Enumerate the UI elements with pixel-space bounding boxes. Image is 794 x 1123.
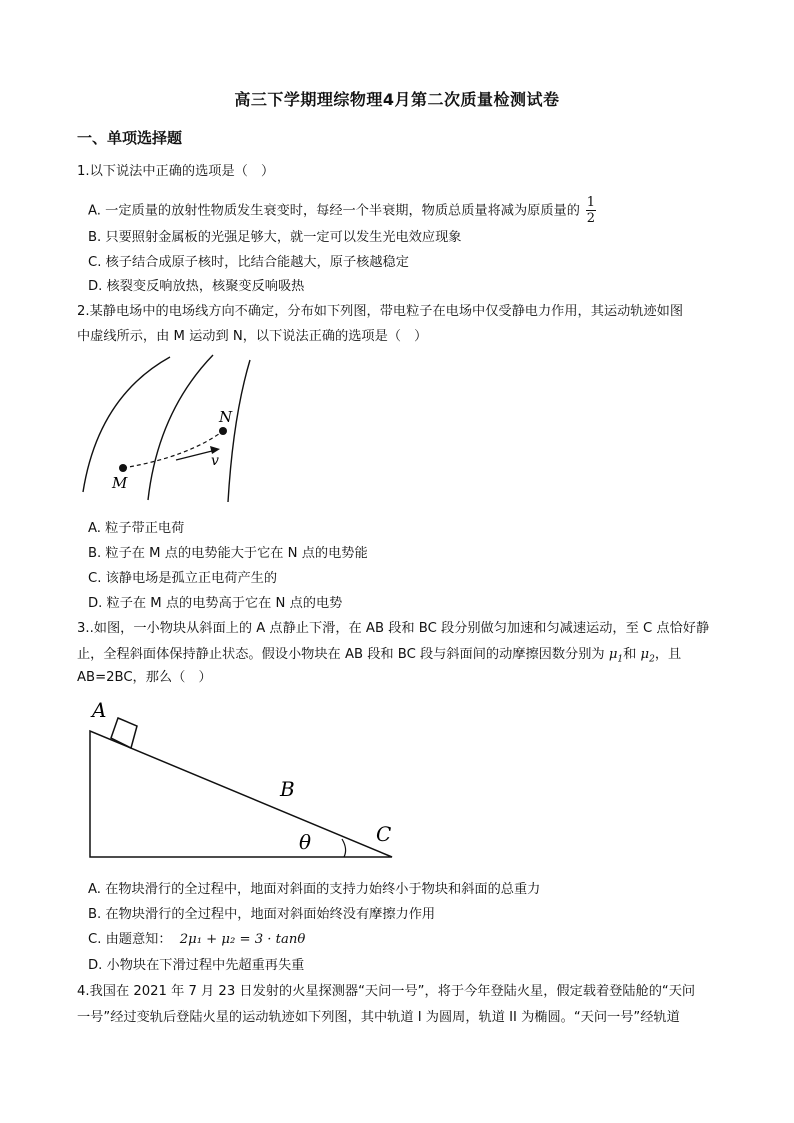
q3-stem-line3: AB=2BC，那么（ ） [77,670,212,685]
label-a: A [92,698,107,722]
label-theta: θ [299,830,312,854]
mu1-symbol: $\mu_1$ [608,647,624,665]
trajectory-dashed [123,431,223,468]
q2-option-b: B. 粒子在 M 点的电势能大于它在 N 点的电势能 [88,546,368,561]
label-n: N [219,408,233,426]
q3-stem-line1: 3..如图，一小物块从斜面上的 A 点静止下滑，在 AB 段和 BC 段分别做匀加速和匀减速运动，至 C 点恰好静 [77,621,710,636]
q3-stem-line2-end: ，且 [654,647,682,662]
q3-option-a: A. 在物块滑行的全过程中，地面对斜面的支持力始终小于物块和斜面的总重力 [88,882,541,897]
label-m: M [112,474,128,492]
point-m [119,464,127,472]
field-line-3 [228,360,250,502]
q3-formula: 2μ₁ + μ₂ = 3 · tanθ [179,932,306,947]
q4-stem-line2: 一号”经过变轨后登陆火星的运动轨迹如下列图，其中轨道 I 为圆周，轨道 II 为椭圆。“天问一号”经轨道 [77,1010,680,1025]
q1-frac-num: 1 [586,195,596,210]
q1-option-d: D. 核裂变反响放热，核聚变反响吸热 [88,279,305,294]
q1-stem: 1.以下说法中正确的选项是（ ） [77,164,275,179]
q1-fraction [586,196,596,225]
q3-incline-figure [80,693,410,863]
q3-option-d: D. 小物块在下滑过程中先超重再失重 [88,958,305,973]
q1-option-a [88,196,596,225]
q1-frac-den: 2 [586,211,596,226]
q2-stem-line1: 2.某静电场中的电场线方向不确定，分布如下列图，带电粒子在电场中仅受静电力作用，其运动轨迹如图 [77,304,684,319]
q2-stem-line2: 中虚线所示，由 M 运动到 N，以下说法正确的选项是（ ） [77,329,428,344]
q3-stem-line2 [77,645,681,670]
q3-option-c [88,930,305,950]
q3-option-c-text: C. 由题意知： [88,932,172,947]
q1-option-a-text: A. 一定质量的放射性物质发生衰变时，每经一个半衰期，物质总质量将减为原质量的 [88,203,580,219]
point-n [219,427,227,435]
incline-triangle [90,731,392,857]
block [111,718,137,748]
section-title: 一、单项选择题 [77,129,183,147]
q4-stem-line1: 4.我国在 2021 年 7 月 23 日发射的火星探测器“天问一号”，将于今年登陆火星，假定载着登陆舱的“天问 [77,984,696,999]
velocity-arrow [176,450,216,460]
q2-option-c: C. 该静电场是孤立正电荷产生的 [88,571,278,586]
q3-and: 和 [623,647,637,662]
mu2-symbol: $\mu_2$ [640,647,655,665]
exam-title: 高三下学期理综物理4月第二次质量检测试卷 [234,90,560,109]
label-c: C [376,822,392,846]
q2-option-d: D. 粒子在 M 点的电势高于它在 N 点的电势 [88,596,343,611]
label-v: v [211,453,219,469]
field-line-1 [83,357,170,492]
q2-option-a: A. 粒子带正电荷 [88,521,185,536]
q2-field-figure [78,352,258,502]
q3-option-b: B. 在物块滑行的全过程中，地面对斜面始终没有摩擦力作用 [88,907,436,922]
q1-option-b: B. 只要照射金属板的光强足够大，就一定可以发生光电效应现象 [88,230,462,245]
q1-option-c: C. 核子结合成原子核时，比结合能越大，原子核越稳定 [88,255,409,270]
q3-stem-line2-text: 止，全程斜面体保持静止状态。假设小物块在 AB 段和 BC 段与斜面间的动摩擦因数分别为 [77,647,605,662]
label-b: B [280,777,295,801]
angle-arc [342,839,346,857]
field-line-2 [148,355,213,500]
